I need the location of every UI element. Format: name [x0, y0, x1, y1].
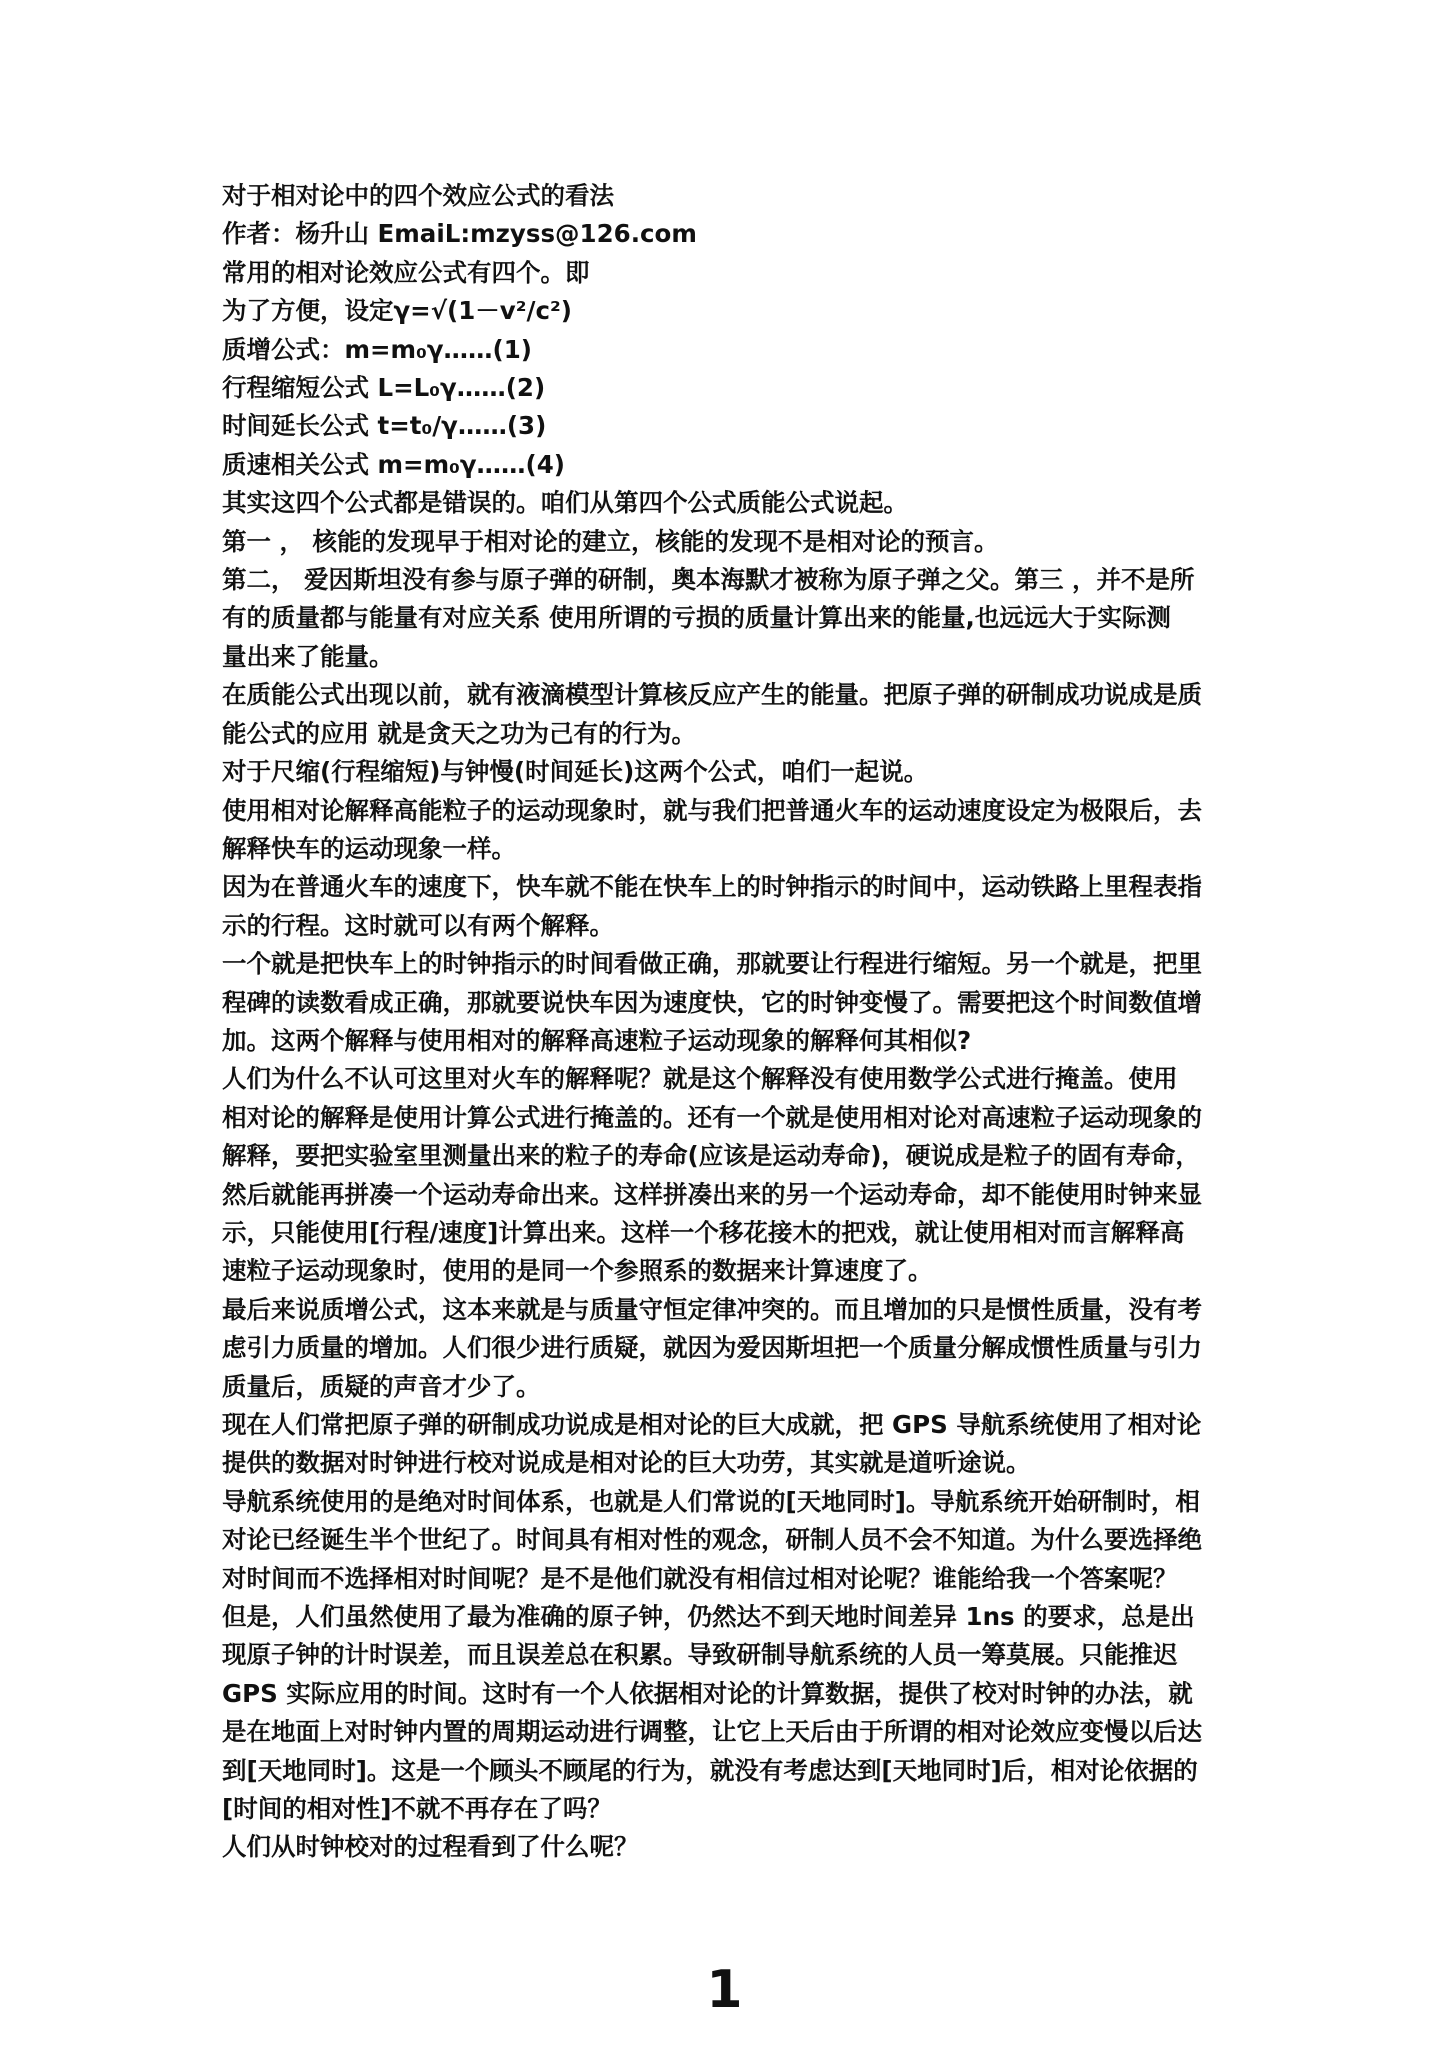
text-line: 是在地面上对时钟内置的周期运动进行调整，让它上天后由于所谓的相对论效应变慢以后达	[222, 1717, 1202, 1747]
text-line: 对论已经诞生半个世纪了。时间具有相对性的观念，研制人员不会不知道。为什么要选择绝	[222, 1525, 1202, 1555]
text-line: 到[天地同时]。这是一个顾头不顾尾的行为，就没有考虑达到[天地同时]后，相对论依据的	[222, 1755, 1198, 1785]
text-line: [时间的相对性]不就不再存在了吗？	[222, 1794, 612, 1824]
text-line: 第二， 爱因斯坦没有参与原子弹的研制，奥本海默才被称为原子弹之父。第三 ，并不是所	[222, 565, 1195, 595]
text-line: 质量后，质疑的声音才少了。	[222, 1371, 541, 1401]
text-line: 质增公式：m=m₀γ……(1)	[222, 334, 532, 364]
text-line: 提供的数据对时钟进行校对说成是相对论的巨大功劳，其实就是道听途说。	[222, 1448, 1031, 1478]
text-line: 示，只能使用[行程/速度]计算出来。这样一个移花接木的把戏，就让使用相对而言解释高	[222, 1217, 1185, 1247]
author-line: 作者：杨升山 EmaiL:mzyss@126.com	[222, 219, 697, 249]
text-line: 质速相关公式 m=m₀γ……(4)	[222, 449, 565, 479]
text-line: 第一 ， 核能的发现早于相对论的建立，核能的发现不是相对论的预言。	[222, 526, 999, 556]
text-line: 人们从时钟校对的过程看到了什么呢？	[222, 1832, 639, 1862]
text-line: 速粒子运动现象时，使用的是同一个参照系的数据来计算速度了。	[222, 1256, 933, 1286]
text-line: 一个就是把快车上的时钟指示的时间看做正确，那就要让行程进行缩短。另一个就是，把里	[222, 949, 1202, 979]
document-title: 对于相对论中的四个效应公式的看法	[222, 181, 614, 210]
text-line: 示的行程。这时就可以有两个解释。	[222, 910, 614, 940]
text-line: 程碑的读数看成正确，那就要说快车因为速度快，它的时钟变慢了。需要把这个时间数值增	[222, 987, 1202, 1017]
text-line: 现在人们常把原子弹的研制成功说成是相对论的巨大成就，把 GPS 导航系统使用了相对论	[222, 1410, 1202, 1439]
text-line: 人们为什么不认可这里对火车的解释呢？就是这个解释没有使用数学公式进行掩盖。使用	[222, 1064, 1178, 1094]
text-line: 对时间而不选择相对时间呢？是不是他们就没有相信过相对论呢？谁能给我一个答案呢？	[222, 1563, 1178, 1593]
text-line: 常用的相对论效应公式有四个。即	[222, 257, 590, 287]
document-body	[222, 177, 1237, 1867]
text-line: 行程缩短公式 L=L₀γ……(2)	[222, 373, 546, 403]
text-line: 解释，要把实验室里测量出来的粒子的寿命(应该是运动寿命)，硬说成是粒子的固有寿命，	[222, 1141, 1200, 1171]
text-line: 虑引力质量的增加。人们很少进行质疑，就因为爱因斯坦把一个质量分解成惯性质量与引力	[222, 1333, 1202, 1363]
text-line: 使用相对论解释高能粒子的运动现象时，就与我们把普通火车的运动速度设定为极限后，去	[222, 795, 1202, 825]
text-line: 然后就能再拼凑一个运动寿命出来。这样拼凑出来的另一个运动寿命，却不能使用时钟来显	[222, 1179, 1202, 1209]
text-line: 对于尺缩(行程缩短)与钟慢(时间延长)这两个公式，咱们一起说。	[222, 757, 929, 787]
text-line: GPS 实际应用的时间。这时有一个人依据相对论的计算数据，提供了校对时钟的办法，就	[222, 1678, 1193, 1708]
text-line: 最后来说质增公式，这本来就是与质量守恒定律冲突的。而且增加的只是惯性质量，没有考	[222, 1294, 1202, 1324]
page-number: 1	[706, 1960, 743, 2020]
text-line: 量出来了能量。	[222, 641, 394, 671]
text-line: 为了方便，设定γ=√(1－v²/c²)	[222, 296, 572, 326]
text-line: 解释快车的运动现象一样。	[222, 833, 516, 863]
text-line: 能公式的应用 就是贪天之功为己有的行为。	[222, 718, 697, 748]
text-line: 有的质量都与能量有对应关系 使用所谓的亏损的质量计算出来的能量,也远远大于实际测	[222, 603, 1171, 633]
text-line: 但是，人们虽然使用了最为准确的原子钟，仍然达不到天地时间差异 1ns 的要求，总是出	[222, 1602, 1195, 1632]
text-line: 时间延长公式 t=t₀/γ……(3)	[222, 411, 547, 441]
text-line: 因为在普通火车的速度下，快车就不能在快车上的时钟指示的时间中，运动铁路上里程表指	[222, 872, 1202, 902]
text-line: 导航系统使用的是绝对时间体系，也就是人们常说的[天地同时]。导航系统开始研制时，相	[222, 1486, 1200, 1516]
text-line: 加。这两个解释与使用相对的解释高速粒子运动现象的解释何其相似?	[222, 1025, 972, 1055]
text-line: 相对论的解释是使用计算公式进行掩盖的。还有一个就是使用相对论对高速粒子运动现象的	[222, 1102, 1202, 1132]
text-line: 在质能公式出现以前，就有液滴模型计算核反应产生的能量。把原子弹的研制成功说成是质	[222, 680, 1202, 710]
text-line: 现原子钟的计时误差，而且误差总在积累。导致研制导航系统的人员一筹莫展。只能推迟	[222, 1640, 1178, 1670]
text-line: 其实这四个公式都是错误的。咱们从第四个公式质能公式说起。	[222, 488, 908, 518]
